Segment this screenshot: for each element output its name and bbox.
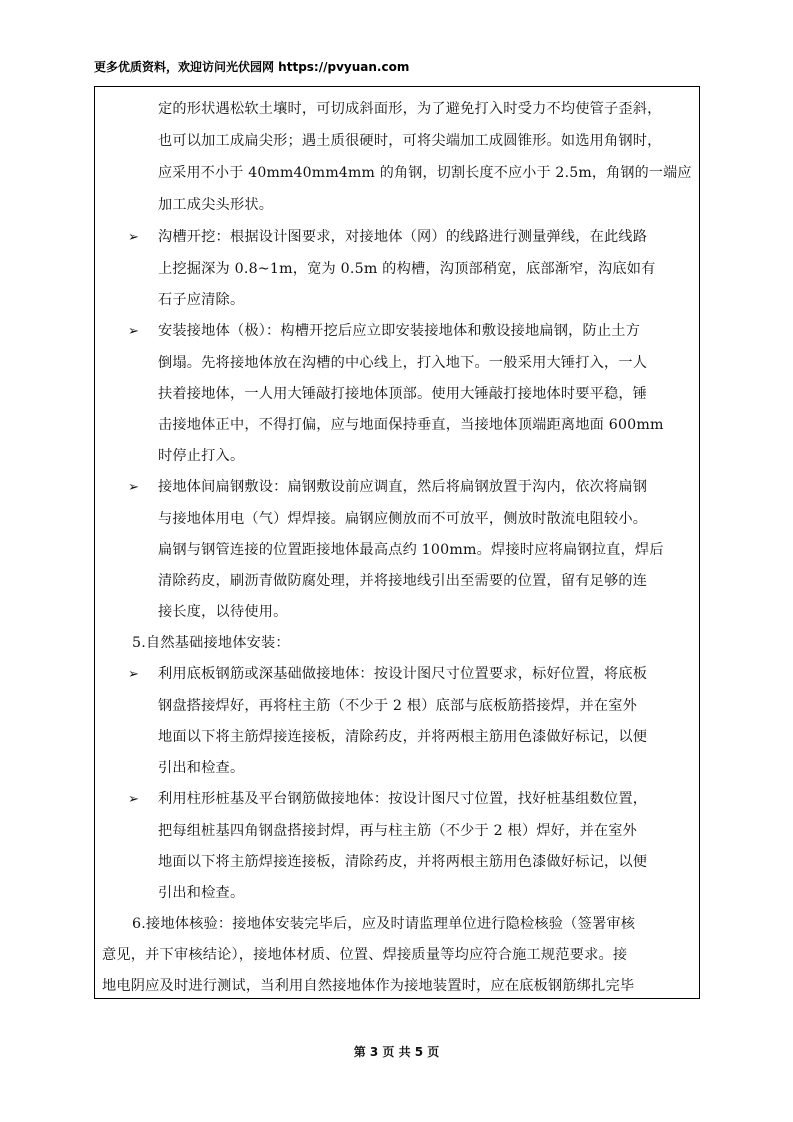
section-6-line: 6.接地体核验：接地体安装完毕后，应及时请监理单位进行隐检核验（签署审核 <box>132 916 636 932</box>
intro-line: 应采用不小于 40mm40mm4mm 的角钢，切割长度不应小于 2.5m，角钢的一端应 <box>158 165 692 181</box>
bullet-line: 接地体间扁钢敷设：扁钢敷设前应调直，然后将扁钢放置于沟内，依次将扁钢 <box>158 479 648 495</box>
bullet-line: 击接地体正中，不得打偏，应与地面保持垂直，当接地体顶端距离地面 600mm <box>158 417 664 433</box>
section-6-line: 地电阴应及时进行测试，当利用自然接地体作为接地装置时，应在底板钢筋绑扎完毕 <box>102 978 635 994</box>
intro-line: 加工成尖头形状。 <box>158 197 274 213</box>
bullet-line: 利用底板钢筋或深基础做接地体：按设计图尺寸位置要求，标好位置，将底板 <box>158 666 648 682</box>
bullet-line: 引出和检查。 <box>158 885 245 901</box>
bullet-line: 利用柱形桩基及平台钢筋做接地体：按设计图尺寸位置，找好桩基组数位置， <box>158 791 648 807</box>
bullet-line: 把每组桩基四角钢盘搭接封焊，再与柱主筋（不少于 2 根）焊好，并在室外 <box>158 823 638 839</box>
bullet-line: 扶着接地体，一人用大锤敲打接地体顶部。使用大锤敲打接地体时要平稳，锤 <box>158 386 648 402</box>
intro-line: 定的形状遇松软土壤时，可切成斜面形，为了避免打入时受力不均使管子歪斜， <box>158 101 662 117</box>
arrow-bullet-icon: ➢ <box>128 230 139 245</box>
page-header: 更多优质资料，欢迎访问光伏园网 https://pvyuan.com <box>94 60 410 74</box>
arrow-bullet-icon: ➢ <box>128 792 139 807</box>
bullet-line: 清除药皮，刷沥青做防腐处理，并将接地线引出至需要的位置，留有足够的连 <box>158 573 648 589</box>
bullet-line: 上挖掘深为 0.8~1m，宽为 0.5m 的构槽，沟顶部稍宽，底部渐窄，沟底如有 <box>158 261 656 277</box>
bullet-line: 钢盘搭接焊好，再将柱主筋（不少于 2 根）底部与底板筋搭接焊，并在室外 <box>158 698 638 714</box>
bullet-line: 地面以下将主筋焊接连接板，清除药皮，并将两根主筋用色漆做好标记，以便 <box>158 854 648 870</box>
bullet-line: 倒塌。先将接地体放在沟槽的中心线上，打入地下。一般采用大锤打入，一人 <box>158 355 648 371</box>
bullet-line: 接长度，以待使用。 <box>158 604 288 620</box>
bullet-line: 石子应清除。 <box>158 292 245 308</box>
arrow-bullet-icon: ➢ <box>128 480 139 495</box>
bullet-line: 与接地体用电（气）焊焊接。扁钢应侧放而不可放平，侧放时散流电阻较小。 <box>158 511 648 527</box>
page-number: 第 3 页 共 5 页 <box>353 1045 440 1059</box>
bullet-line: 沟槽开挖：根据设计图要求，对接地体（网）的线路进行测量弹线，在此线路 <box>158 229 648 245</box>
bullet-line: 安装接地体（极）：构槽开挖后应立即安装接地体和敷设接地扁钢，防止土方 <box>158 323 641 339</box>
intro-line: 也可以加工成扁尖形；遇土质很硬时，可将尖端加工成圆锥形。如选用角钢时， <box>158 133 662 149</box>
section-6-line: 意见，并下审核结论），接地体材质、位置、焊接质量等均应符合施工规范要求。接 <box>102 947 628 963</box>
bullet-line: 引出和检查。 <box>158 760 245 776</box>
bullet-line: 扁钢与钢管连接的位置距接地体最高点约 100mm。焊接时应将扁钢拉直，焊后 <box>158 542 664 558</box>
bullet-line: 时停止打入。 <box>158 448 245 464</box>
arrow-bullet-icon: ➢ <box>128 324 139 339</box>
section-5-title: 5.自然基础接地体安装： <box>132 635 290 651</box>
arrow-bullet-icon: ➢ <box>128 667 139 682</box>
bullet-line: 地面以下将主筋焊接连接板，清除药皮，并将两根主筋用色漆做好标记，以便 <box>158 729 648 745</box>
